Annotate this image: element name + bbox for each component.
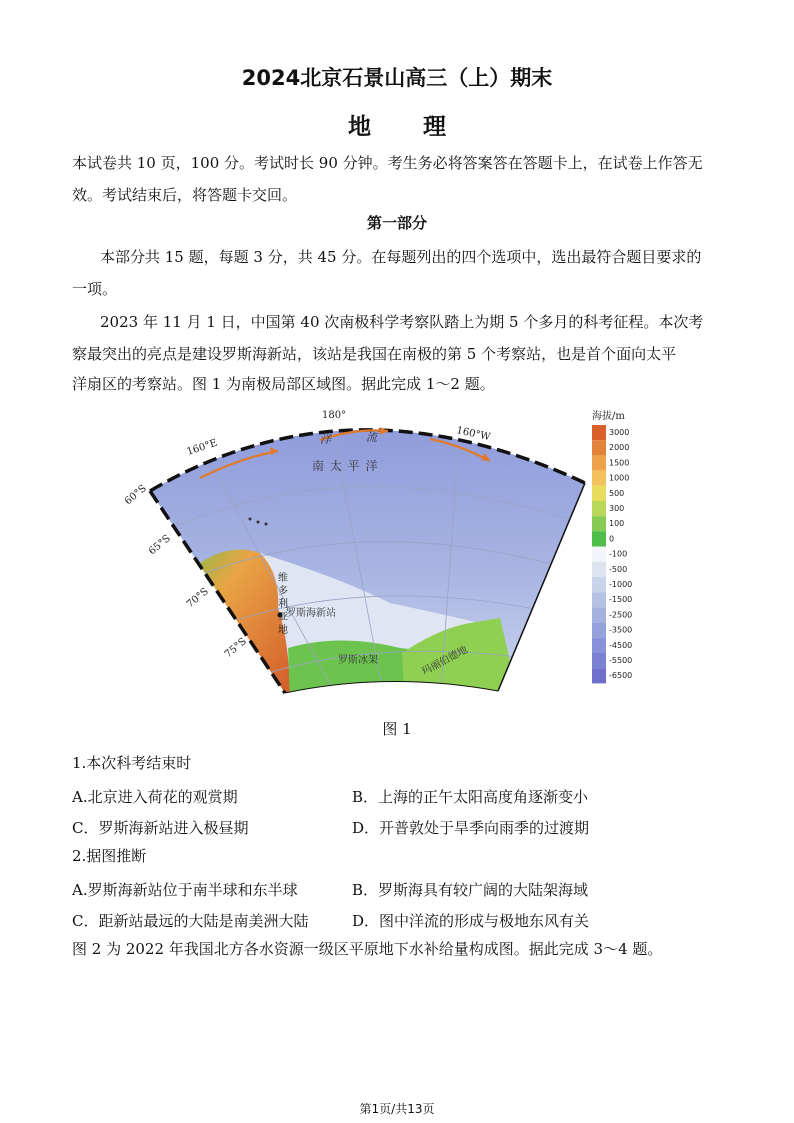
legend-value: -2500 [609,610,633,620]
lon-label-160w: 160°W [455,425,492,444]
ocean-label: 南 太 平 洋 [312,459,379,473]
antarctic-map-figure [122,403,650,703]
legend-value: 3000 [609,428,630,437]
exam-title: 2024北京石景山高三（上）期末 [241,66,553,90]
legend-value: 2000 [609,443,630,453]
legend-swatch [592,501,606,516]
current-label-char-1: 洋 [320,433,331,446]
question-1-stem: 1.本次科考结束时 [72,754,192,772]
lat-label-65s: 65°S [146,533,173,558]
victoria-land [170,550,290,703]
context-line-3: 洋扇区的考察站。图 1 为南极局部区域图。据此完成 1～2 题。 [72,375,495,393]
legend-value: -3500 [609,625,633,635]
lon-label-160e: 160°E [185,437,219,458]
legend-title: 海拔/m [592,411,625,422]
next-context: 图 2 为 2022 年我国北方各水资源一级区平原地下水补给量构成图。据此完成 3～4 题。 [72,940,663,958]
question-2-stem: 2.据图推断 [72,847,147,865]
subject-char-2: 理 [423,113,446,140]
subject-title [0,108,794,141]
legend-value: 1000 [609,473,630,483]
lat-label-60s: 60°S [122,483,149,508]
legend-value: -1000 [609,580,633,589]
q1-option-a: A.北京进入荷花的观赏期 [72,788,238,806]
legend-value: -100 [609,549,628,559]
station-label: 罗斯海新站 [286,608,336,619]
legend-swatch [592,455,606,470]
legend-swatch [592,425,606,440]
page-footer: 第1页/共13页 [359,1102,435,1116]
legend-swatch [592,562,606,577]
q1-option-d: D．开普敦处于旱季向雨季的过渡期 [352,819,590,837]
subject-char-1: 地 [348,113,371,140]
marie-byrd-label: 玛丽伯德地 [420,644,470,678]
victoria-char: 多 [278,586,288,597]
antarctic-map [122,403,650,703]
legend-value: -500 [609,564,628,574]
victoria-land-label [278,571,288,636]
legend-swatch [592,653,606,668]
legend-value: 100 [609,519,625,529]
island-dot [249,518,252,521]
island-dot [257,521,260,524]
figure-caption: 图 1 [382,720,412,738]
context-line-2: 察最突出的亮点是建设罗斯海新站，该站是我国在南极的第 5 个考察站，也是首个面向太平 [72,345,677,363]
part-instruction-1: 本部分共 15 题，每题 3 分，共 45 分。在每题列出的四个选项中，选出最符合题目要求的 [100,248,702,266]
legend-swatch [592,471,606,486]
lon-label-180: 180° [322,410,347,421]
lat-label-70s: 70°S [184,586,211,611]
legend-swatch [592,623,606,638]
legend-swatch [592,668,606,683]
context-line-1: 2023 年 11 月 1 日，中国第 40 次南极科学考察队踏上为期 5 个多月的科考征程。本次考 [100,313,704,331]
victoria-char: 利 [278,599,288,610]
legend-swatch [592,440,606,455]
legend-value: -6500 [609,671,633,681]
intro-line-1: 本试卷共 10 页，100 分。考试时长 90 分钟。考生务必将答案答在答题卡上，在试卷上作答无 [72,154,703,172]
legend-swatch [592,592,606,607]
q1-option-c: C．罗斯海新站进入极昼期 [72,819,249,837]
legend-swatch [592,516,606,531]
legend-value: 500 [609,488,625,498]
legend-swatch [592,531,606,546]
legend-value: 0 [609,534,615,544]
legend-value: 1500 [609,458,630,468]
ice-shelf-label: 罗斯冰架 [338,655,378,666]
legend-swatch [592,486,606,501]
part-heading: 第一部分 [366,214,427,232]
q2-option-b: B．罗斯海具有较广阔的大陆架海域 [352,881,589,899]
legend-swatch [592,607,606,622]
q2-option-a: A.罗斯海新站位于南半球和东半球 [72,881,298,899]
island-dot [265,523,268,526]
legend-swatch [592,577,606,592]
legend-value: -4500 [609,640,633,650]
legend-swatch [592,638,606,653]
victoria-char: 亚 [278,612,288,623]
intro-line-2: 效。考试结束后，将答题卡交回。 [72,186,298,204]
victoria-char: 维 [278,573,288,584]
part-instruction-2: 一项。 [72,280,118,298]
legend-value: -1500 [609,595,633,605]
legend-value: 300 [609,504,625,513]
q2-option-c: C．距新站最远的大陆是南美洲大陆 [72,912,309,930]
victoria-char: 地 [278,625,288,636]
lat-label-75s: 75°S [222,636,249,661]
q2-option-d: D．图中洋流的形成与极地东风有关 [352,912,590,930]
legend-swatch [592,547,606,562]
legend-value: -5500 [609,656,633,665]
q1-option-b: B．上海的正午太阳高度角逐渐变小 [352,788,589,806]
elevation-legend [592,409,632,683]
current-label-char-2: 流 [366,431,377,444]
